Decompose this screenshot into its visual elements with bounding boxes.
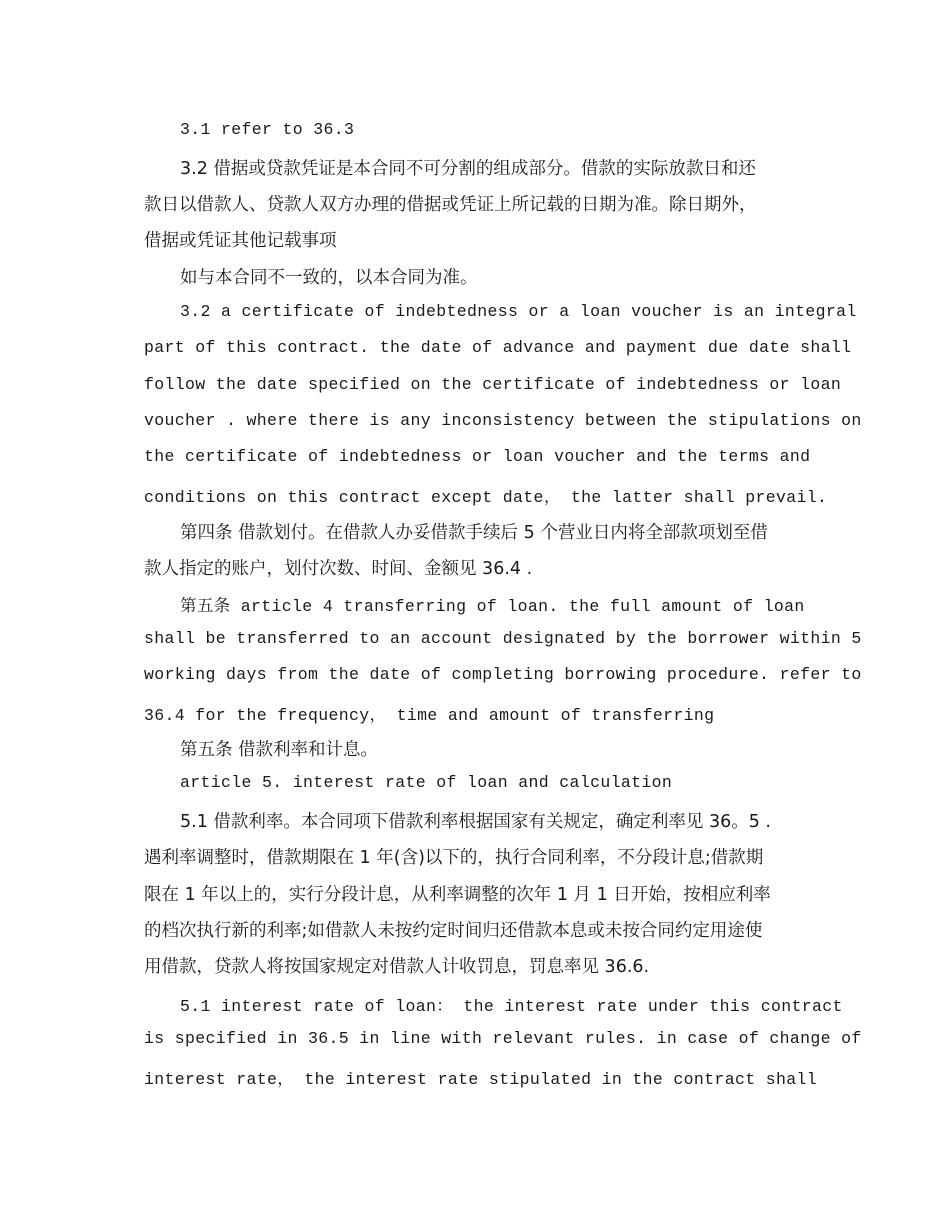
text-line: 36.4 for the frequency， time and amount of transferring [144,706,715,725]
text-line: 3.2 借据或贷款凭证是本合同不可分割的组成部分。借款的实际放款日和还 [180,159,756,179]
text-line: the certificate of indebtedness or loan voucher and the terms and [144,447,811,466]
text-line: shall be transferred to an account designated by the borrower within 5 [144,629,862,648]
text-line: 第五条 article 4 transferring of loan. the full amount of loan [180,597,805,616]
text-line: working days from the date of completing borrowing procedure. refer to [144,665,862,684]
text-line: 款人指定的账户，划付次数、时间、金额见 36.4 . [144,559,533,579]
text-line: 的档次执行新的利率;如借款人未按约定时间归还借款本息或未按合同约定用途使 [144,921,763,941]
text-line: interest rate， the interest rate stipulated in the contract shall [144,1070,817,1089]
text-line: 借据或凭证其他记载事项 [144,231,337,251]
text-line: 5.1 interest rate of loan： the interest rate under this contract [180,997,843,1016]
text-line: 3.1 refer to 36.3 [180,120,355,139]
text-line: 5.1 借款利率。本合同项下借款利率根据国家有关规定，确定利率见 36。5 . [180,812,771,832]
text-line: 遇利率调整时，借款期限在 1 年(含)以下的，执行合同利率，不分段计息;借款期 [144,848,764,868]
text-line: 如与本合同不一致的，以本合同为准。 [180,268,478,288]
text-line: 用借款，贷款人将按国家规定对借款人计收罚息，罚息率见 36.6. [144,957,650,977]
text-line: article 5. interest rate of loan and calculation [180,773,673,792]
text-line: voucher . where there is any inconsistency between the stipulations on [144,411,862,430]
text-line: 3.2 a certificate of indebtedness or a loan voucher is an integral [180,302,857,321]
text-line: 限在 1 年以上的，实行分段计息，从利率调整的次年 1 月 1 日开始，按相应利率 [144,885,771,905]
text-line: conditions on this contract except date， the latter shall prevail. [144,488,828,507]
text-line: 第五条 借款利率和计息。 [180,740,379,760]
text-line: is specified in 36.5 in line with relevant rules. in case of change of [144,1029,862,1048]
text-line: 款日以借款人、贷款人双方办理的借据或凭证上所记载的日期为准。除日期外， [144,195,757,215]
text-line: follow the date specified on the certificate of indebtedness or loan [144,375,842,394]
text-line: 第四条 借款划付。在借款人办妥借款手续后 5 个营业日内将全部款项划至借 [180,523,768,543]
text-line: part of this contract. the date of advance and payment due date shall [144,338,852,357]
